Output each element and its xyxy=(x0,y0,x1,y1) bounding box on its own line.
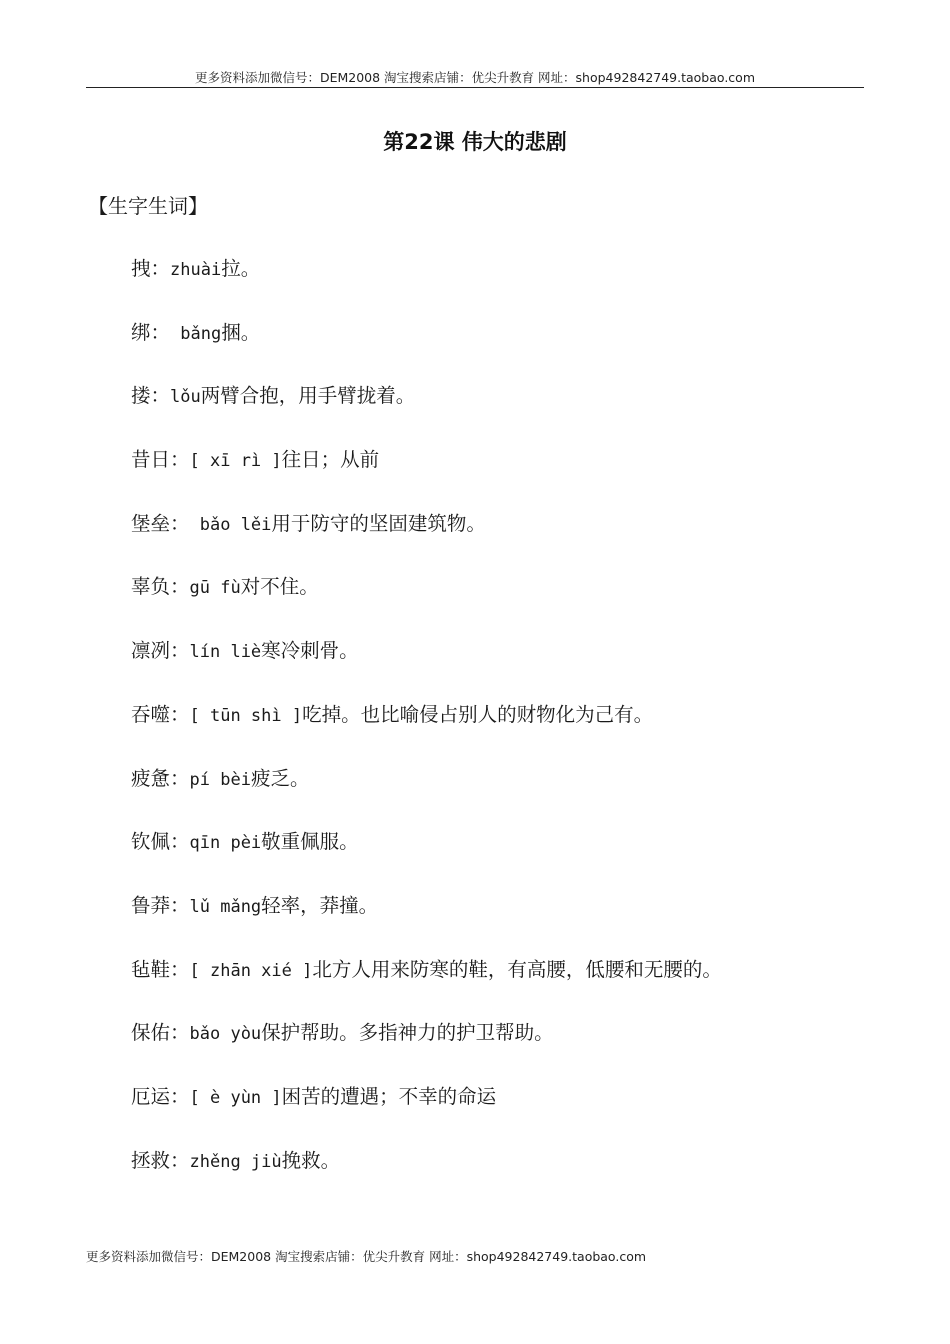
vocab-word: 厄运： xyxy=(131,1084,190,1108)
vocab-meaning: 轻率，莽撞。 xyxy=(261,893,379,917)
vocab-word: 保佑： xyxy=(131,1021,190,1045)
vocab-meaning: 敬重佩服。 xyxy=(261,830,359,854)
vocab-pinyin: bǎo yòu xyxy=(189,1024,262,1045)
vocab-pinyin: bǎo lěi xyxy=(189,514,272,535)
vocab-item xyxy=(131,956,722,1020)
vocab-meaning: 往日；从前 xyxy=(281,448,380,472)
vocab-word: 疲惫： xyxy=(131,766,190,790)
vocab-meaning: 捆。 xyxy=(221,320,261,344)
vocab-word: 钦佩： xyxy=(131,830,190,854)
vocab-pinyin: [ zhān xié ] xyxy=(189,960,313,981)
vocab-meaning: 挽救。 xyxy=(281,1148,341,1172)
vocab-pinyin: bǎng xyxy=(170,323,222,344)
vocab-item xyxy=(131,255,722,319)
page-header: 更多资料添加微信号：DEM2008 淘宝搜索店铺：优尖升教育 网址：shop492842749.taobao.com xyxy=(194,70,756,85)
vocab-pinyin: lǒu xyxy=(170,387,201,408)
vocab-pinyin: qīn pèi xyxy=(189,833,262,854)
vocab-item xyxy=(131,1083,722,1147)
vocab-meaning: 对不住。 xyxy=(240,575,319,599)
header-divider xyxy=(86,87,864,88)
vocab-meaning: 北方人用来防寒的鞋，有高腰，低腰和无腰的。 xyxy=(312,957,722,981)
vocab-meaning: 疲乏。 xyxy=(250,766,310,790)
vocab-word: 鲁莽： xyxy=(131,893,190,917)
vocab-meaning: 困苦的遭遇；不幸的命运 xyxy=(281,1084,497,1108)
vocab-meaning: 拉。 xyxy=(221,257,261,280)
vocab-pinyin: [ xī rì ] xyxy=(189,451,282,472)
vocab-meaning: 用于防守的坚固建筑物。 xyxy=(271,511,486,535)
vocab-item xyxy=(131,828,722,892)
vocab-item xyxy=(131,573,722,637)
vocab-pinyin: gū fù xyxy=(189,578,241,599)
vocab-item xyxy=(131,892,722,956)
vocab-word: 绑： xyxy=(131,320,171,344)
vocab-word: 拯救： xyxy=(131,1148,190,1172)
vocab-meaning: 吃掉。也比喻侵占别人的财物化为己有。 xyxy=(302,702,654,726)
vocab-word: 辜负： xyxy=(131,575,190,599)
vocab-item xyxy=(131,1019,722,1083)
vocab-pinyin: zhuài xyxy=(170,260,222,280)
vocab-meaning: 两臂合抱，用手臂拢着。 xyxy=(200,384,416,408)
vocab-item xyxy=(131,510,722,574)
vocab-pinyin: zhěng jiù xyxy=(189,1151,282,1172)
page-footer: 更多资料添加微信号：DEM2008 淘宝搜索店铺：优尖升教育 网址：shop492842749.taobao.com xyxy=(86,1249,647,1264)
vocab-word: 吞噬： xyxy=(131,702,190,726)
vocab-item xyxy=(131,446,722,510)
vocab-item xyxy=(131,701,722,765)
vocab-word: 凛冽： xyxy=(131,639,190,663)
vocab-word: 搂： xyxy=(131,384,171,408)
vocab-item xyxy=(131,319,722,383)
vocab-list xyxy=(131,255,722,1210)
vocab-word: 昔日： xyxy=(131,448,190,472)
vocab-meaning: 保护帮助。多指神力的护卫帮助。 xyxy=(261,1021,554,1045)
vocab-item xyxy=(131,765,722,829)
vocab-item xyxy=(131,637,722,701)
vocab-pinyin: lín liè xyxy=(189,642,262,663)
vocab-item xyxy=(131,382,722,446)
vocab-word: 堡垒： xyxy=(131,511,190,535)
vocab-pinyin: [ tūn shì ] xyxy=(189,705,303,726)
section-heading: 【生字生词】 xyxy=(88,194,208,218)
page-title: 第22课 伟大的悲剧 xyxy=(383,130,567,154)
vocab-word: 毡鞋： xyxy=(131,957,190,981)
vocab-word: 拽： xyxy=(131,257,171,280)
vocab-pinyin: [ è yùn ] xyxy=(189,1087,282,1108)
vocab-pinyin: pí bèi xyxy=(189,769,251,790)
vocab-meaning: 寒冷刺骨。 xyxy=(261,639,359,663)
vocab-item xyxy=(131,1147,722,1211)
vocab-pinyin: lǔ mǎng xyxy=(189,896,262,917)
